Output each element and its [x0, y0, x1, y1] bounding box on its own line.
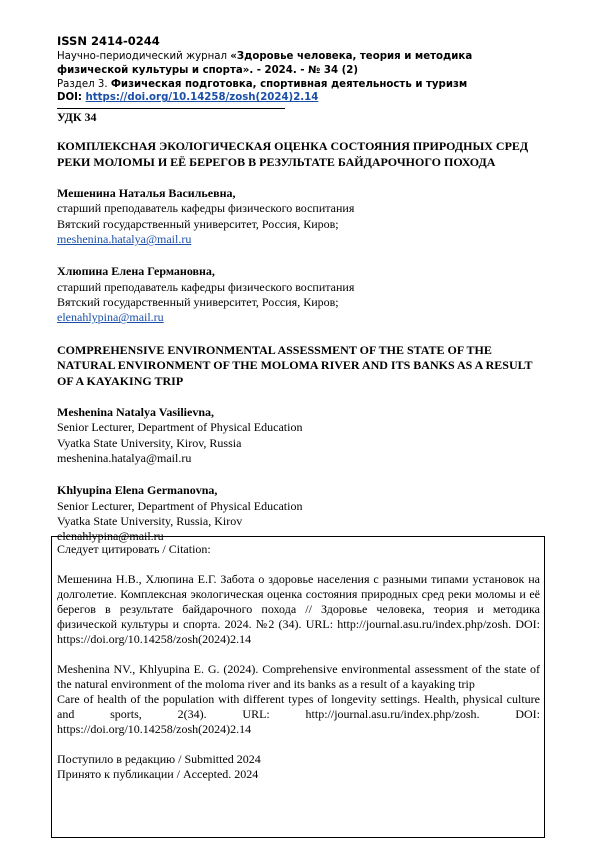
section-name: Физическая подготовка, спортивная деятельность и туризм	[110, 78, 468, 90]
author-affiliation: Вятский государственный университет, Россия, Киров;	[57, 216, 339, 231]
title-en: COMPREHENSIVE ENVIRONMENTAL ASSESSMENT OF THE STATE OF THE NATURAL ENVIRONMENT OF THE MOLOMA RIVER AND ITS BANKS AS A RESULT OF A KAYAKING TRIP	[57, 342, 533, 388]
header-divider	[57, 108, 285, 109]
citation-box	[51, 536, 545, 838]
doi-link[interactable]: https://doi.org/10.14258/zosh(2024)2.14	[85, 92, 319, 104]
author-name: Хлюпина Елена Германовна,	[57, 264, 215, 279]
author-position: Senior Lecturer, Department of Physical Education	[57, 420, 303, 435]
citation-ru: Мешенина Н.В., Хлюпина Е.Г. Забота о здоровье населения с разными типами установок на долголетие. Комплексная экологическая оценка состояния природных сред реки моломы и её берегов в результате байдарочного похода // Здоровье человека, теория и методика физической культуры и спорта. 2024. №2 (34). URL: http://journal.asu.ru/index.php/zosh. DOI: https://doi.org/10.14258/zosh(2024)2.14	[57, 572, 540, 646]
citation-en-title: Meshenina NV., Khlyupina E. G. (2024). Сomprehensive environmental assessment of the state of the natural environment of the moloma river and its banks as a result of a kayaking trip	[57, 662, 540, 691]
author-email: meshenina.hatalya@mail.ru	[57, 450, 192, 465]
author-affiliation: Вятский государственный университет, Россия, Киров;	[57, 294, 339, 309]
author-email-link[interactable]: elenahlypina@mail.ru	[57, 310, 164, 325]
author-ru-1	[57, 186, 547, 247]
author-affiliation: Vyatka State University, Russia, Kirov	[57, 513, 243, 528]
author-affiliation: Vyatka State University, Kirov, Russia	[57, 435, 242, 450]
author-name: Мешенина Наталья Васильевна,	[57, 186, 236, 201]
accepted-date: Принято к публикации / Accepted. 2024	[57, 767, 259, 781]
journal-prefix: Научно-периодический журнал	[57, 51, 231, 62]
paper-page	[57, 33, 547, 544]
title-ru: КОМПЛЕКСНАЯ ЭКОЛОГИЧЕСКАЯ ОЦЕНКА СОСТОЯНИЯ ПРИРОДНЫХ СРЕД РЕКИ МОЛОМЫ И ЕЁ БЕРЕГОВ В РЕЗУЛЬТАТЕ БАЙДАРОЧНОГО ПОХОДА	[57, 139, 529, 169]
author-email: elenahlypina@mail.ru	[57, 529, 164, 544]
citation-heading: Следует цитировать / Citation:	[57, 542, 211, 556]
author-email-link[interactable]: meshenina.hatalya@mail.ru	[57, 232, 192, 247]
author-name: Khlyupina Elena Germanovna,	[57, 483, 218, 498]
udk: УДК 34	[57, 110, 97, 125]
author-position: старший преподаватель кафедры физического воспитания	[57, 201, 355, 216]
issn: ISSN 2414-0244	[57, 34, 160, 48]
author-name: Meshenina Natalya Vasilievna,	[57, 405, 215, 420]
author-position: Senior Lecturer, Department of Physical Education	[57, 498, 303, 513]
journal-name: «Здоровье человека, теория и методика физической культуры и спорта». - 2024. - № 34 (2)	[57, 51, 473, 76]
doi-line	[57, 91, 547, 105]
doi-label: DOI:	[57, 92, 86, 104]
section-prefix: Раздел 3.	[57, 78, 111, 90]
journal-info	[57, 50, 547, 78]
author-ru-2	[57, 264, 547, 325]
section-info	[57, 78, 547, 92]
author-en-1	[57, 405, 547, 466]
submitted-date: Поступило в редакцию / Submitted 2024	[57, 752, 261, 766]
author-position: старший преподаватель кафедры физического воспитания	[57, 279, 355, 294]
citation-en-source: Care of health of the population with different types of longevity settings. Health, physical culture and sports, 2(34). URL: http://journal.asu.ru/index.php/zosh. DOI: https://doi.org/10.14258/zosh(2024)2.14	[57, 692, 540, 736]
